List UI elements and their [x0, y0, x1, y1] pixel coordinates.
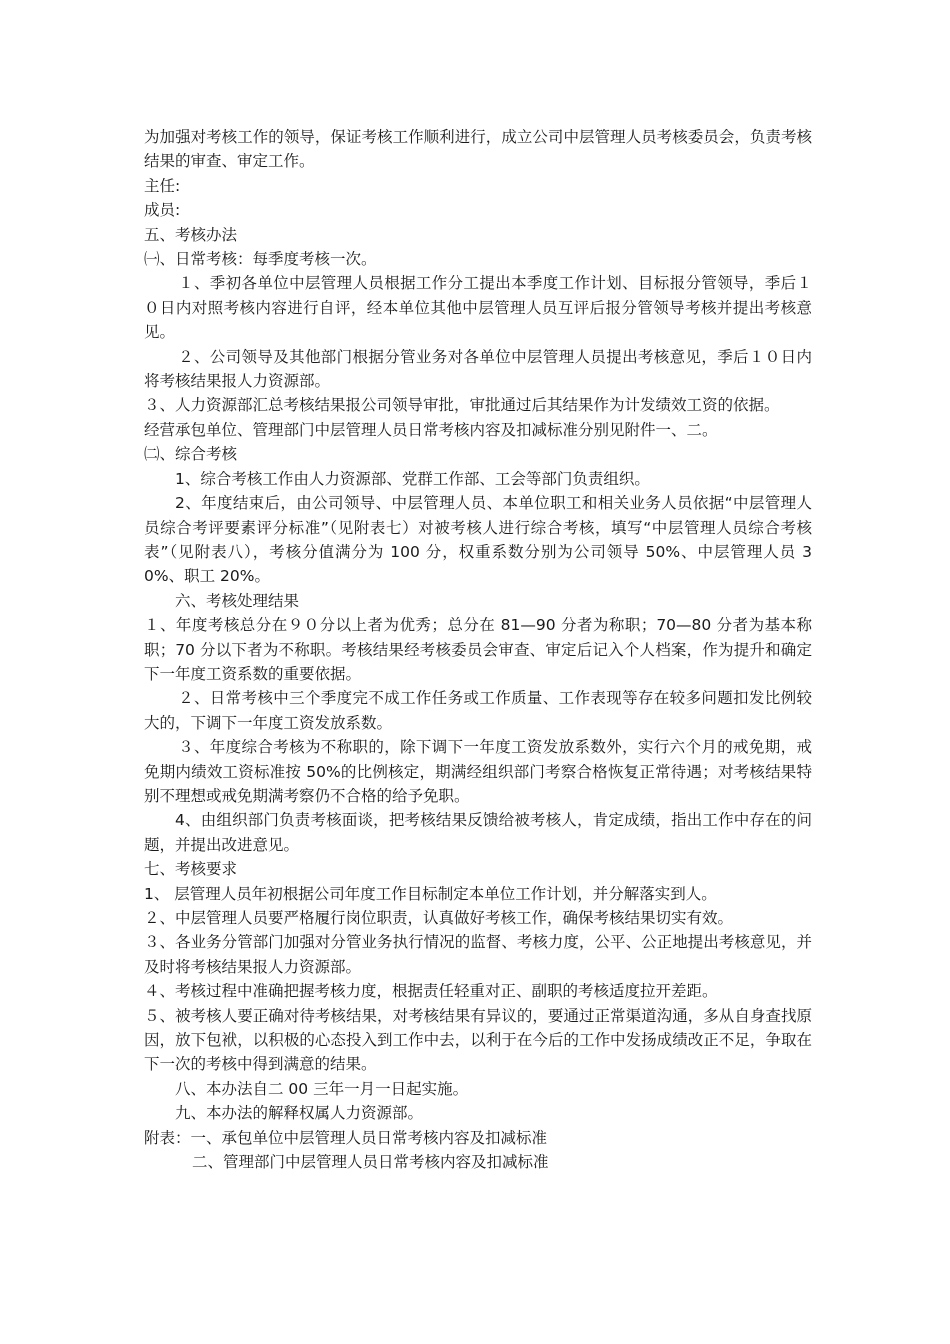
- paragraph-requirement-3: ３、各业务分管部门加强对分管业务执行情况的监督、考核力度，公平、公正地提出考核意见，并及时将考核结果报人力资源部。: [144, 933, 812, 976]
- paragraph-requirement-4: ４、考核过程中准确把握考核力度，根据责任轻重对正、副职的考核适度拉开差距。: [144, 982, 718, 1001]
- paragraph-comprehensive-2: 2、年度结束后，由公司领导、中层管理人员、本单位职工和相关业务人员依据“中层管理人员综合考评要素评分标准”（见附表七）对被考核人进行综合考核，填写“中层管理人员综合考核表”（见附表八），考核分值满分为 100 分，权重系数分别为公司领导 50%、中层管理人员 30%、职工 20%。: [144, 494, 812, 586]
- paragraph-requirement-5: ５、被考核人要正确对待考核结果，对考核结果有异议的，要通过正常渠道沟通，多从自身查找原因，放下包袱，以积极的心态投入到工作中去，以利于在今后的工作中发扬成绩改正不足，争取在下一次的考核中得到满意的结果。: [144, 1006, 812, 1074]
- paragraph-members: 成员:: [144, 201, 181, 220]
- paragraph-result-4: 4、由组织部门负责考核面谈，把考核结果反馈给被考核人，肯定成绩，指出工作中存在的问题，并提出改进意见。: [144, 811, 812, 854]
- paragraph-requirement-2: ２、中层管理人员要严格履行岗位职责，认真做好考核工作，确保考核结果切实有效。: [144, 909, 734, 927]
- annex-list-item-2: 二、管理部门中层管理人员日常考核内容及扣减标准: [192, 1153, 549, 1172]
- paragraph-daily-annex-note: 经营承包单位、管理部门中层管理人员日常考核内容及扣减标准分别见附件一、二。: [144, 420, 718, 439]
- paragraph-comprehensive-1: 1、综合考核工作由人力资源部、党群工作部、工会等部门负责组织。: [175, 469, 650, 488]
- annex-list-item-1: 附表：一、承包单位中层管理人员日常考核内容及扣减标准: [144, 1128, 548, 1147]
- paragraph-result-2: ２、日常考核中三个季度完不成工作任务或工作质量、工作表现等存在较多问题扣发比例较大的，下调下一年度工资发放系数。: [144, 689, 812, 732]
- paragraph-director: 主任:: [144, 176, 181, 195]
- paragraph-daily-2: ２、公司领导及其他部门根据分管业务对各单位中层管理人员提出考核意见，季后１０日内将考核结果报人力资源部。: [144, 347, 812, 391]
- document-page: [144, 125, 812, 1174]
- section-heading-6: 六、考核处理结果: [175, 591, 300, 610]
- paragraph-result-3: ３、年度综合考核为不称职的，除下调下一年度工资发放系数外，实行六个月的戒免期，戒免期内绩效工资标准按 50%的比例核定，期满经组织部门考察合格恢复正常待遇；对考核结果特别不理想或戒免期满考察仍不合格的给予免职。: [144, 738, 812, 805]
- paragraph-daily-1: １、季初各单位中层管理人员根据工作分工提出本季度工作计划、目标报分管领导，季后１０日内对照考核内容进行自评，经本单位其他中层管理人员互评后报分管领导考核并提出考核意见。: [144, 274, 812, 342]
- paragraph-requirement-1: 1、 层管理人员年初根据公司年度工作目标制定本单位工作计划，并分解落实到人。: [144, 884, 717, 903]
- paragraph-result-1: １、年度考核总分在９０分以上者为优秀；总分在 81—90 分者为称职；70—80 分者为基本称职；70 分以下者为不称职。考核结果经考核委员会审查、审定后记入个人档案，作为提升和确定下一年度工资系数的重要依据。: [144, 616, 812, 683]
- section-heading-9: 九、本办法的解释权属人力资源部。: [175, 1104, 424, 1123]
- paragraph-daily-3: ３、人力资源部汇总考核结果报公司领导审批，审批通过后其结果作为计发绩效工资的依据。: [144, 396, 780, 415]
- paragraph-committee-intro: 为加强对考核工作的领导，保证考核工作顺利进行，成立公司中层管理人员考核委员会，负责考核结果的审查、审定工作。: [144, 128, 812, 171]
- section-heading-8: 八、本办法自二 00 三年一月一日起实施。: [175, 1079, 469, 1098]
- subsection-daily-assessment: ㈠、日常考核：每季度考核一次。: [144, 250, 377, 269]
- section-heading-5: 五、考核办法: [144, 225, 238, 244]
- section-heading-7: 七、考核要求: [144, 860, 238, 879]
- subsection-comprehensive-assessment: ㈡、综合考核: [144, 445, 238, 464]
